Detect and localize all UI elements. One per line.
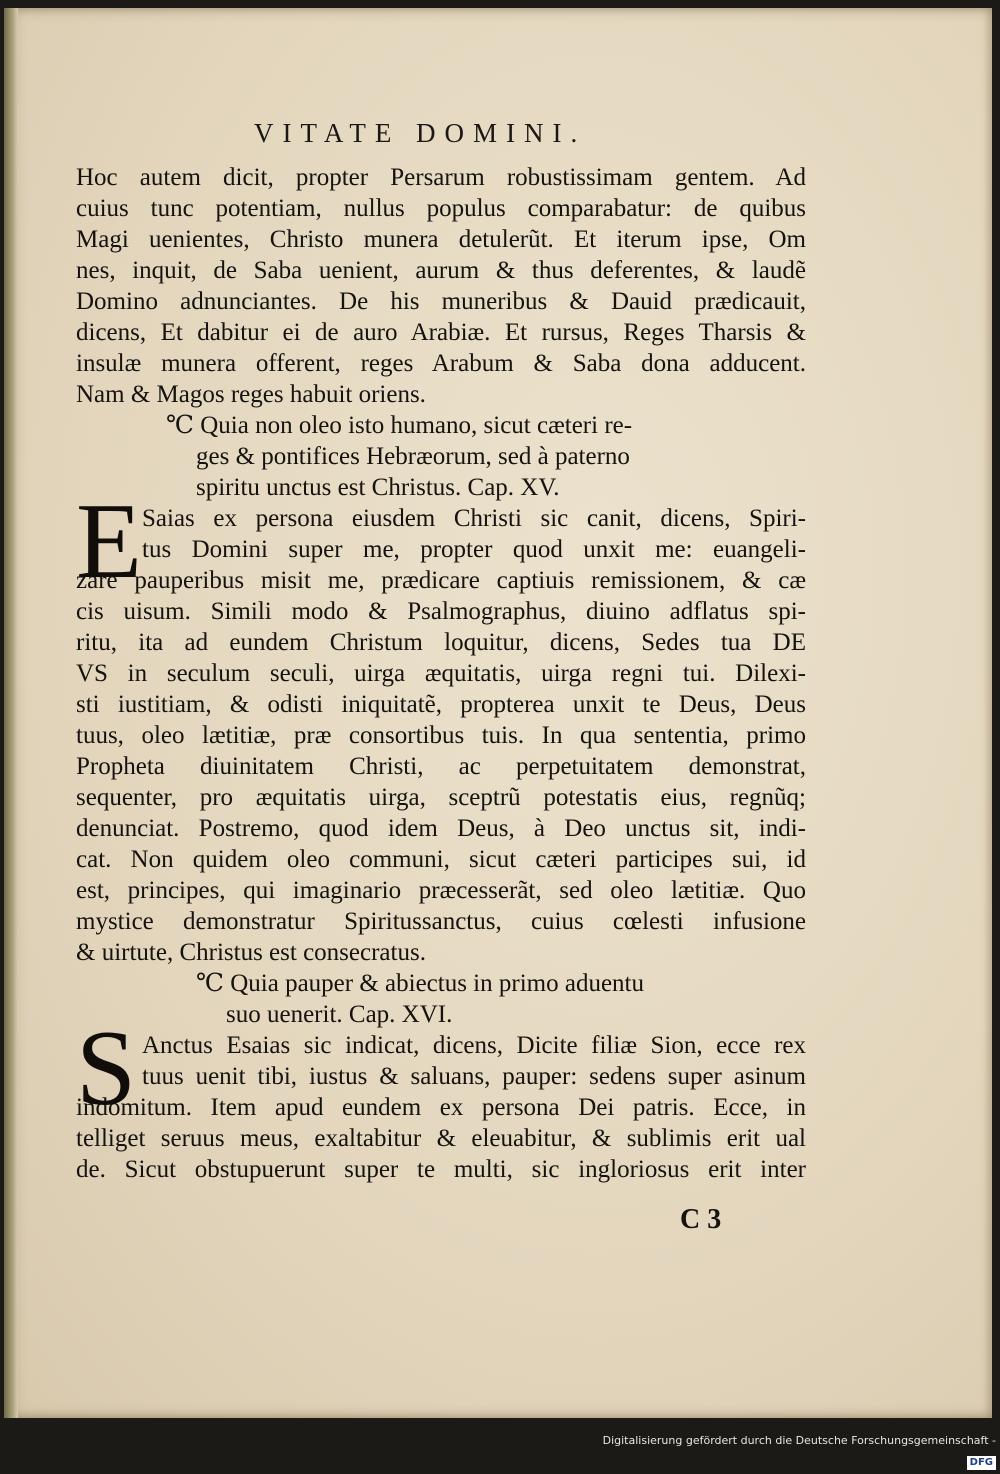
text-line: Nam & Magos reges habuit oriens. bbox=[76, 381, 426, 408]
heading-line: ges & pontifices Hebræorum, sed à paterno bbox=[196, 443, 630, 470]
text-line: Anctus Esaias sic indicat, dicens, Dicite filiæ Sion, ecce rex bbox=[142, 1032, 806, 1059]
text-line: tus Domini super me, propter quod unxit me: euangeli- bbox=[142, 536, 806, 563]
text-line: VS in seculum seculi, uirga æquitatis, uirga regni tui. Dilexi- bbox=[76, 660, 806, 687]
heading-line: spiritu unctus est Christus. Cap. XV. bbox=[196, 474, 560, 501]
text-line: telliget seruus meus, exaltabitur & eleuabitur, & sublimis erit ual bbox=[76, 1125, 806, 1152]
text-line: Propheta diuinitatem Christi, ac perpetuitatem demonstrat, bbox=[76, 753, 806, 780]
text-line: de. Sicut obstupuerunt super te multi, sic ingloriosus erit inter bbox=[76, 1156, 806, 1183]
text-line: denunciat. Postremo, quod idem Deus, à Deo unctus sit, indi- bbox=[76, 815, 806, 842]
text-line: dicens, Et dabitur ei de auro Arabiæ. Et rursus, Reges Tharsis & bbox=[76, 319, 806, 346]
text-line: nes, inquit, de Saba uenient, aurum & thus deferentes, & laudẽ bbox=[76, 257, 806, 284]
text-line: indomitum. Item apud eundem ex persona Dei patris. Ecce, in bbox=[76, 1094, 806, 1121]
running-head: VITATE DOMINI. bbox=[254, 118, 587, 148]
text-line: tuus uenit tibi, iustus & saluans, pauper: sedens super asinum bbox=[142, 1063, 806, 1090]
drop-cap-s: S bbox=[76, 1009, 137, 1128]
text-line: sequenter, pro æquitatis uirga, sceptrũ potestatis eius, regnũq; bbox=[76, 784, 806, 811]
heading-line: ℃ Quia pauper & abiectus in primo aduentu bbox=[196, 970, 644, 997]
text-line: Magi uenientes, Christo munera detulerũt. Et iterum ipse, Om bbox=[76, 226, 806, 253]
paragraph-3 bbox=[76, 1030, 806, 1185]
digitization-footer bbox=[596, 1430, 1000, 1468]
text-line: ritu, ita ad eundem Christum loquitur, dicens, Sedes tua DE bbox=[76, 629, 806, 656]
chapter-heading-15 bbox=[76, 410, 806, 503]
page-text bbox=[76, 162, 806, 1185]
paragraph-1 bbox=[76, 162, 806, 410]
text-line: sti iustitiam, & odisti iniquitatẽ, propterea unxit te Deus, Deus bbox=[76, 691, 806, 718]
text-line: Domino adnunciantes. De his muneribus & Dauid prædicauit, bbox=[76, 288, 806, 315]
text-line: insulæ munera offerent, reges Arabum & Saba dona adducent. bbox=[76, 350, 806, 377]
footer-text: Digitalisierung gefördert durch die Deutsche Forschungsgemeinschaft - bbox=[602, 1434, 996, 1447]
text-line: cuius tunc potentiam, nullus populus comparabatur: de quibus bbox=[76, 195, 806, 222]
signature-mark: C 3 bbox=[680, 1204, 722, 1235]
text-line: Saias ex persona eiusdem Christi sic canit, dicens, Spiri- bbox=[142, 505, 806, 532]
text-line: Hoc autem dicit, propter Persarum robustissimam gentem. Ad bbox=[76, 164, 806, 191]
drop-cap-e: E bbox=[76, 482, 142, 601]
page-gutter bbox=[4, 8, 18, 1418]
book-page bbox=[4, 8, 992, 1418]
text-line: cis uisum. Simili modo & Psalmographus, diuino adflatus spi- bbox=[76, 598, 806, 625]
heading-line: ℃ Quia non oleo isto humano, sicut cæteri re- bbox=[166, 412, 633, 439]
dfg-logo: DFG bbox=[967, 1456, 996, 1470]
text-line: zare pauperibus misit me, prædicare captiuis remissionem, & cæ bbox=[76, 567, 806, 594]
text-line: mystice demonstratur Spiritussanctus, cuius cœlesti infusione bbox=[76, 908, 806, 935]
heading-line: suo uenerit. Cap. XVI. bbox=[226, 1001, 453, 1028]
text-line: cat. Non quidem oleo communi, sicut cæteri participes sui, id bbox=[76, 846, 806, 873]
chapter-heading-16 bbox=[76, 968, 806, 1030]
paragraph-2 bbox=[76, 503, 806, 968]
text-line: est, principes, qui imaginario præcesserãt, sed oleo lætitiæ. Quo bbox=[76, 877, 806, 904]
text-line: tuus, oleo lætitiæ, præ consortibus tuis. In qua sententia, primo bbox=[76, 722, 806, 749]
text-line: & uirtute, Christus est consecratus. bbox=[76, 939, 426, 966]
